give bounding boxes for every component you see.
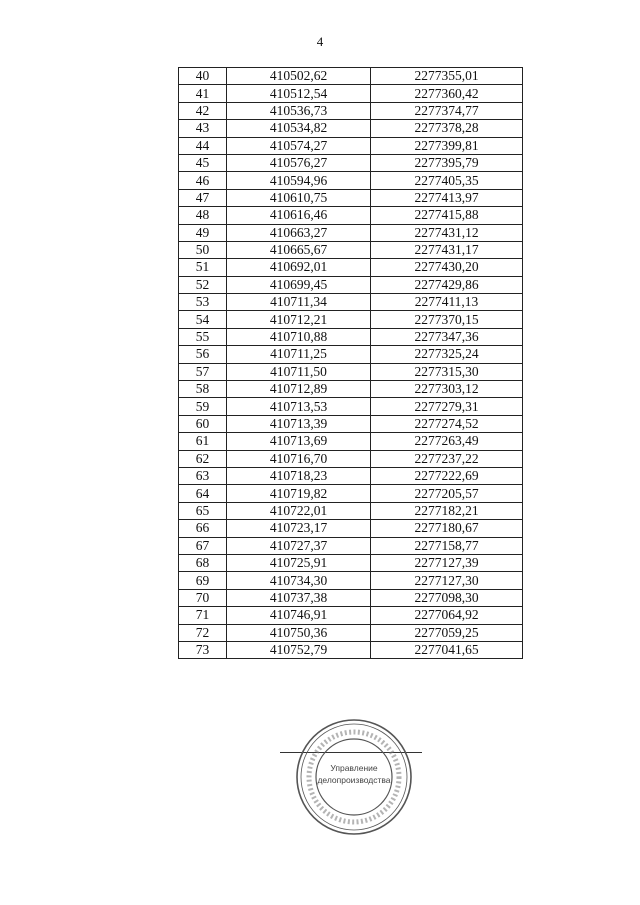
- point-number-cell: 73: [179, 641, 227, 658]
- table-row: [179, 120, 523, 137]
- table-row: [179, 537, 523, 554]
- x-coordinate-cell: 410718,23: [227, 467, 371, 484]
- x-coordinate-cell: 410711,25: [227, 346, 371, 363]
- x-coordinate-cell: 410616,46: [227, 207, 371, 224]
- point-number-cell: 41: [179, 85, 227, 102]
- point-number-cell: 44: [179, 137, 227, 154]
- table-row: [179, 224, 523, 241]
- point-number-cell: 64: [179, 485, 227, 502]
- table-row: [179, 467, 523, 484]
- table-row: [179, 572, 523, 589]
- y-coordinate-cell: 2277415,88: [371, 207, 523, 224]
- point-number-cell: 70: [179, 589, 227, 606]
- table-row: [179, 276, 523, 293]
- y-coordinate-cell: 2277360,42: [371, 85, 523, 102]
- y-coordinate-cell: 2277347,36: [371, 328, 523, 345]
- point-number-cell: 46: [179, 172, 227, 189]
- x-coordinate-cell: 410716,70: [227, 450, 371, 467]
- x-coordinate-cell: 410713,39: [227, 415, 371, 432]
- point-number-cell: 54: [179, 311, 227, 328]
- point-number-cell: 50: [179, 241, 227, 258]
- point-number-cell: 47: [179, 189, 227, 206]
- table-row: [179, 520, 523, 537]
- table-row: [179, 450, 523, 467]
- y-coordinate-cell: 2277395,79: [371, 154, 523, 171]
- x-coordinate-cell: 410692,01: [227, 259, 371, 276]
- table-row: [179, 624, 523, 641]
- table-row: [179, 589, 523, 606]
- table-row: [179, 259, 523, 276]
- stamp-line-1: Управление: [330, 763, 378, 773]
- y-coordinate-cell: 2277279,31: [371, 398, 523, 415]
- table-row: [179, 294, 523, 311]
- point-number-cell: 51: [179, 259, 227, 276]
- coordinates-table: [178, 67, 523, 659]
- page-number: 4: [316, 34, 324, 49]
- y-coordinate-cell: 2277431,17: [371, 241, 523, 258]
- x-coordinate-cell: 410512,54: [227, 85, 371, 102]
- y-coordinate-cell: 2277429,86: [371, 276, 523, 293]
- point-number-cell: 58: [179, 381, 227, 398]
- point-number-cell: 71: [179, 607, 227, 624]
- point-number-cell: 55: [179, 328, 227, 345]
- x-coordinate-cell: 410663,27: [227, 224, 371, 241]
- table-row: [179, 207, 523, 224]
- y-coordinate-cell: 2277431,12: [371, 224, 523, 241]
- table-row: [179, 85, 523, 102]
- x-coordinate-cell: 410502,62: [227, 68, 371, 85]
- x-coordinate-cell: 410665,67: [227, 241, 371, 258]
- x-coordinate-cell: 410711,34: [227, 294, 371, 311]
- table-row: [179, 68, 523, 85]
- x-coordinate-cell: 410576,27: [227, 154, 371, 171]
- x-coordinate-cell: 410610,75: [227, 189, 371, 206]
- point-number-cell: 48: [179, 207, 227, 224]
- y-coordinate-cell: 2277064,92: [371, 607, 523, 624]
- y-coordinate-cell: 2277263,49: [371, 433, 523, 450]
- table-row: [179, 381, 523, 398]
- point-number-cell: 63: [179, 467, 227, 484]
- table-row: [179, 137, 523, 154]
- point-number-cell: 43: [179, 120, 227, 137]
- y-coordinate-cell: 2277180,67: [371, 520, 523, 537]
- point-number-cell: 40: [179, 68, 227, 85]
- point-number-cell: 56: [179, 346, 227, 363]
- x-coordinate-cell: 410737,38: [227, 589, 371, 606]
- x-coordinate-cell: 410710,88: [227, 328, 371, 345]
- point-number-cell: 49: [179, 224, 227, 241]
- point-number-cell: 53: [179, 294, 227, 311]
- x-coordinate-cell: 410699,45: [227, 276, 371, 293]
- table-row: [179, 398, 523, 415]
- y-coordinate-cell: 2277355,01: [371, 68, 523, 85]
- x-coordinate-cell: 410746,91: [227, 607, 371, 624]
- point-number-cell: 60: [179, 415, 227, 432]
- y-coordinate-cell: 2277430,20: [371, 259, 523, 276]
- x-coordinate-cell: 410723,17: [227, 520, 371, 537]
- table-row: [179, 502, 523, 519]
- x-coordinate-cell: 410722,01: [227, 502, 371, 519]
- y-coordinate-cell: 2277274,52: [371, 415, 523, 432]
- table-row: [179, 102, 523, 119]
- y-coordinate-cell: 2277182,21: [371, 502, 523, 519]
- point-number-cell: 61: [179, 433, 227, 450]
- y-coordinate-cell: 2277205,57: [371, 485, 523, 502]
- table-row: [179, 641, 523, 658]
- point-number-cell: 66: [179, 520, 227, 537]
- table-row: [179, 328, 523, 345]
- point-number-cell: 67: [179, 537, 227, 554]
- y-coordinate-cell: 2277374,77: [371, 102, 523, 119]
- x-coordinate-cell: 410594,96: [227, 172, 371, 189]
- y-coordinate-cell: 2277059,25: [371, 624, 523, 641]
- y-coordinate-cell: 2277237,22: [371, 450, 523, 467]
- point-number-cell: 65: [179, 502, 227, 519]
- y-coordinate-cell: 2277315,30: [371, 363, 523, 380]
- x-coordinate-cell: 410734,30: [227, 572, 371, 589]
- y-coordinate-cell: 2277411,13: [371, 294, 523, 311]
- point-number-cell: 59: [179, 398, 227, 415]
- x-coordinate-cell: 410711,50: [227, 363, 371, 380]
- x-coordinate-cell: 410750,36: [227, 624, 371, 641]
- table-row: [179, 415, 523, 432]
- point-number-cell: 62: [179, 450, 227, 467]
- x-coordinate-cell: 410713,53: [227, 398, 371, 415]
- x-coordinate-cell: 410574,27: [227, 137, 371, 154]
- y-coordinate-cell: 2277370,15: [371, 311, 523, 328]
- y-coordinate-cell: 2277127,39: [371, 554, 523, 571]
- y-coordinate-cell: 2277158,77: [371, 537, 523, 554]
- point-number-cell: 45: [179, 154, 227, 171]
- x-coordinate-cell: 410712,21: [227, 311, 371, 328]
- table-row: [179, 172, 523, 189]
- table-row: [179, 607, 523, 624]
- point-number-cell: 68: [179, 554, 227, 571]
- y-coordinate-cell: 2277325,24: [371, 346, 523, 363]
- x-coordinate-cell: 410752,79: [227, 641, 371, 658]
- y-coordinate-cell: 2277222,69: [371, 467, 523, 484]
- y-coordinate-cell: 2277399,81: [371, 137, 523, 154]
- table-row: [179, 311, 523, 328]
- x-coordinate-cell: 410719,82: [227, 485, 371, 502]
- table-row: [179, 154, 523, 171]
- table-row: [179, 346, 523, 363]
- x-coordinate-cell: 410725,91: [227, 554, 371, 571]
- table-row: [179, 363, 523, 380]
- stamp-line-2: делопроизводства: [317, 775, 391, 785]
- point-number-cell: 52: [179, 276, 227, 293]
- coordinates-table-body: [179, 68, 523, 659]
- x-coordinate-cell: 410727,37: [227, 537, 371, 554]
- stamp-inner-text: [316, 762, 392, 786]
- x-coordinate-cell: 410534,82: [227, 120, 371, 137]
- table-row: [179, 241, 523, 258]
- point-number-cell: 69: [179, 572, 227, 589]
- y-coordinate-cell: 2277378,28: [371, 120, 523, 137]
- x-coordinate-cell: 410536,73: [227, 102, 371, 119]
- table-row: [179, 189, 523, 206]
- x-coordinate-cell: 410712,89: [227, 381, 371, 398]
- x-coordinate-cell: 410713,69: [227, 433, 371, 450]
- y-coordinate-cell: 2277303,12: [371, 381, 523, 398]
- y-coordinate-cell: 2277098,30: [371, 589, 523, 606]
- point-number-cell: 57: [179, 363, 227, 380]
- table-row: [179, 554, 523, 571]
- y-coordinate-cell: 2277405,35: [371, 172, 523, 189]
- table-row: [179, 433, 523, 450]
- y-coordinate-cell: 2277127,30: [371, 572, 523, 589]
- point-number-cell: 42: [179, 102, 227, 119]
- y-coordinate-cell: 2277041,65: [371, 641, 523, 658]
- point-number-cell: 72: [179, 624, 227, 641]
- y-coordinate-cell: 2277413,97: [371, 189, 523, 206]
- table-row: [179, 485, 523, 502]
